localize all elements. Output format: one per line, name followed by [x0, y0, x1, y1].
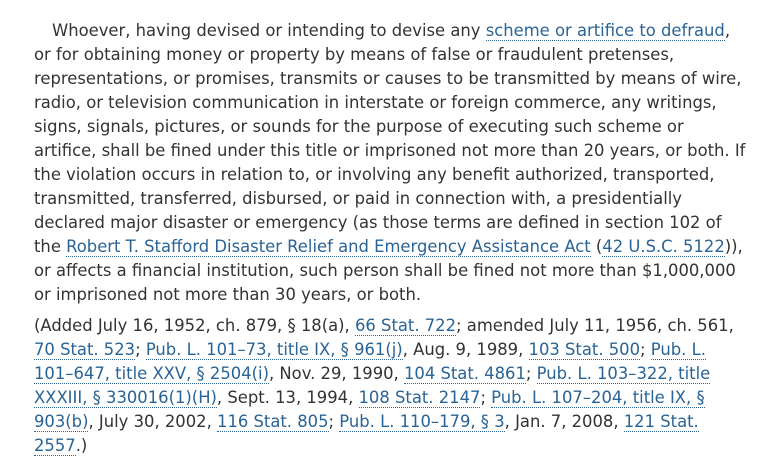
link-116-stat-805[interactable]: 116 Stat. 805	[217, 412, 329, 431]
text-segment: ;	[525, 364, 537, 383]
link-70-stat-523[interactable]: 70 Stat. 523	[34, 340, 136, 359]
link-pub-l-103-322[interactable]: Pub. L. 103–322, title XXXIII, § 330016(1)(H)	[34, 364, 711, 407]
text-segment: , July 30, 2002,	[88, 412, 218, 431]
source-credits	[34, 314, 746, 458]
text-segment: , or for obtaining money or property by means of false or fraudulent pretenses, representations, or promises, transmits or causes to be transmitted by means of wire, radio, or television communication in interstate or foreign commerce, any writings, signs, signals, pictures, or sounds for the purpose of executing such scheme or artifice, shall be fined under this title or imprisoned not more than 20 years, or both. If the violation occurs in relation to, or involving any benefit authorized, transported, transmitted, transferred, disbursed, or paid in connection with, a presidentially declared major disaster or emergency (as those terms are defined in section 102 of the	[34, 21, 746, 256]
text-segment: ; amended July 11, 1956, ch. 561,	[456, 316, 734, 335]
link-103-stat-500[interactable]: 103 Stat. 500	[528, 340, 641, 359]
text-segment: ;	[480, 388, 492, 407]
text-segment: Whoever, having devised or intending to devise any	[52, 21, 486, 40]
link-104-stat-4861[interactable]: 104 Stat. 4861	[403, 364, 526, 383]
text-segment: ;	[328, 412, 340, 431]
text-segment: , Nov. 29, 1990,	[269, 364, 404, 383]
text-segment: , Sept. 13, 1994,	[216, 388, 359, 407]
text-segment: ;	[640, 340, 651, 359]
link-pub-l-101-73[interactable]: Pub. L. 101–73, title IX, § 961(j)	[145, 340, 403, 359]
text-segment: ;	[135, 340, 146, 359]
link-66-stat-722[interactable]: 66 Stat. 722	[354, 316, 457, 335]
link-108-stat-2147[interactable]: 108 Stat. 2147	[358, 388, 481, 407]
text-segment: (	[590, 237, 603, 256]
link-42-usc-5122[interactable]: 42 U.S.C. 5122	[602, 237, 725, 256]
statute-text	[34, 19, 746, 307]
text-segment: (Added July 16, 1952, ch. 879, § 18(a),	[34, 316, 355, 335]
link-stafford-act[interactable]: Robert T. Stafford Disaster Relief and Emergency Assistance Act	[66, 237, 591, 256]
text-segment: , Jan. 7, 2008,	[504, 412, 624, 431]
link-pub-l-110-179[interactable]: Pub. L. 110–179, § 3	[339, 412, 505, 431]
link-scheme-or-artifice[interactable]: scheme or artifice to defraud	[485, 21, 725, 40]
text-segment: .)	[75, 436, 88, 455]
text-segment: )), or affects a financial institution, such person shall be fined not more than $1,000,000 or imprisoned not more than 30 years, or both.	[34, 237, 743, 304]
text-segment: , Aug. 9, 1989,	[402, 340, 529, 359]
link-121-stat-2557[interactable]: 121 Stat. 2557	[34, 412, 699, 455]
link-pub-l-101-647[interactable]: Pub. L. 101–647, title XXV, § 2504(i)	[34, 340, 706, 383]
statute-content	[34, 19, 746, 458]
link-pub-l-107-204[interactable]: Pub. L. 107–204, title IX, § 903(b)	[34, 388, 705, 431]
